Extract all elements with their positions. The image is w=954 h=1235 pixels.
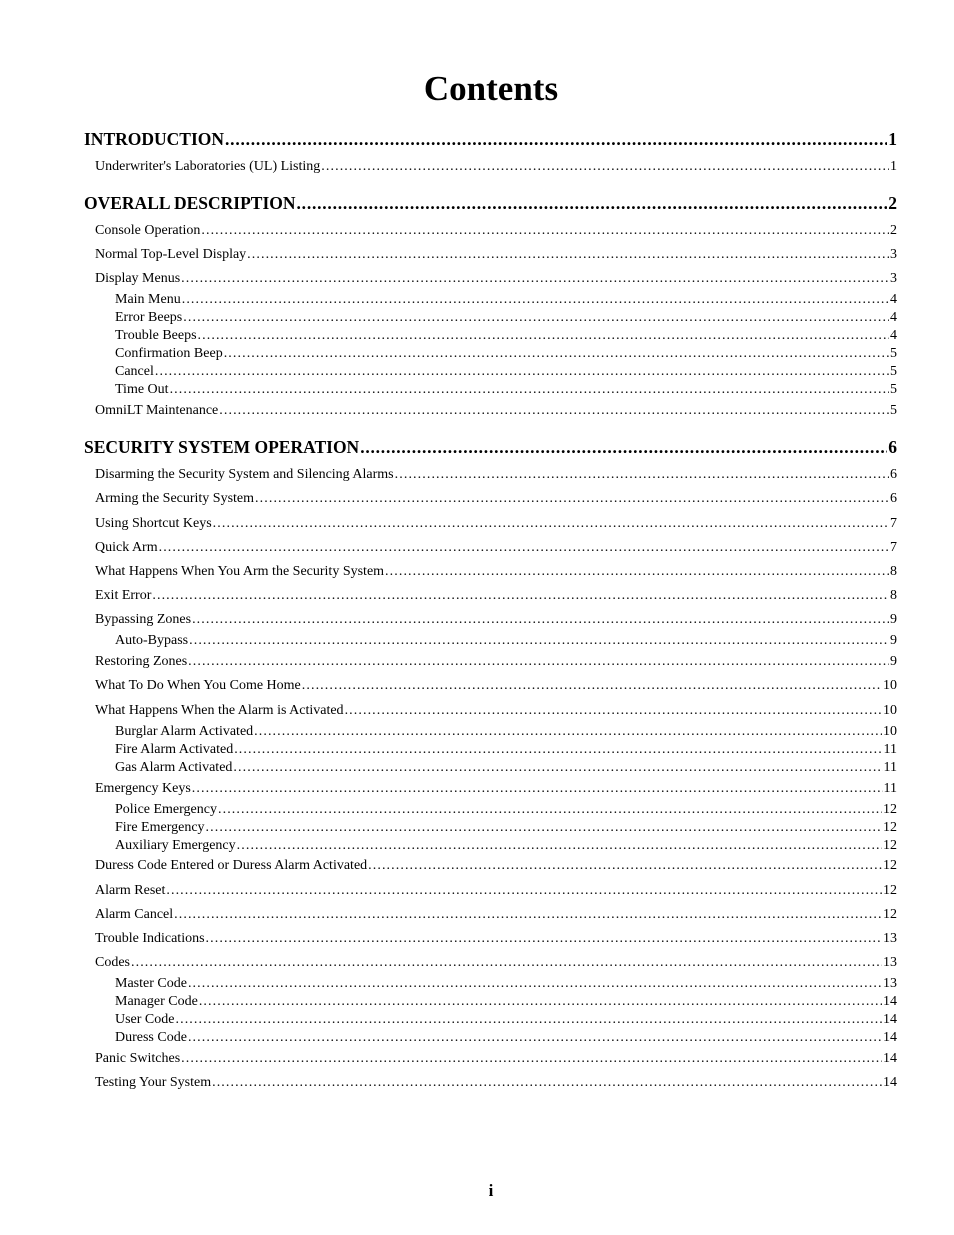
toc-entry-label: Codes [95,955,130,970]
toc-entry-page-number: 12 [883,907,897,922]
toc-entry-label: Testing Your System [95,1075,212,1090]
toc-entry-label: Underwriter's Laboratories (UL) Listing [95,159,321,174]
toc-entry-label: Arming the Security System [95,491,255,506]
toc-section-entry[interactable] [95,563,897,581]
toc-section-entry[interactable] [95,402,897,420]
toc-entry-label: INTRODUCTION [84,129,225,149]
toc-subsection-entry[interactable] [115,1029,897,1046]
page-number: i [488,1181,494,1200]
dot-leader [368,857,882,875]
dot-leader [297,192,888,214]
toc-entry-page-number: 11 [883,742,897,757]
dot-leader [199,993,882,1010]
toc-entry-label: Police Emergency [115,802,217,817]
dot-leader [174,906,882,924]
dot-leader [385,563,889,581]
toc-entry-label: Burglar Alarm Activated [115,724,254,739]
dot-leader [166,882,882,900]
toc-entry-page-number: 9 [890,654,897,669]
dot-leader [219,402,889,420]
dot-leader [192,780,883,798]
toc-section-entry[interactable] [95,857,897,875]
toc-subsection-entry[interactable] [115,759,897,776]
dot-leader [189,632,889,649]
dot-leader [152,587,889,605]
toc-entry-label: Quick Arm [95,540,158,555]
toc-entry-label: OVERALL DESCRIPTION [84,193,296,213]
dot-leader [155,363,889,380]
toc-section-entry[interactable] [95,158,897,176]
toc-entry-label: Display Menus [95,271,181,286]
toc-entry-page-number: 10 [883,678,897,693]
toc-entry-label: Bypassing Zones [95,612,192,627]
dot-leader [224,345,889,362]
dot-leader [237,837,882,854]
toc-section-entry[interactable] [95,702,897,720]
toc-entry-page-number: 6 [890,491,897,506]
toc-entry-page-number: 4 [890,292,897,307]
toc-entry-page-number: 1 [888,129,897,149]
toc-section-entry[interactable] [95,954,897,972]
toc-section-entry[interactable] [95,270,897,288]
toc-entry-page-number: 13 [883,931,897,946]
toc-entry-page-number: 6 [890,467,897,482]
toc-entry-label: SECURITY SYSTEM OPERATION [84,437,360,457]
toc-entry-page-number: 12 [883,883,897,898]
toc-entry-page-number: 5 [890,403,897,418]
toc-entry-label: Emergency Keys [95,781,191,796]
toc-section-entry[interactable] [95,222,897,240]
toc-entry-label: OmniLT Maintenance [95,403,219,418]
toc-entry-label: Gas Alarm Activated [115,760,233,775]
toc-section-entry[interactable] [95,466,897,484]
toc-section-entry[interactable] [95,587,897,605]
toc-subsection-entry[interactable] [115,741,897,758]
toc-entry-label: User Code [115,1012,175,1027]
toc-entry-page-number: 14 [883,1075,897,1090]
dot-leader [188,975,882,992]
toc-entry-label: Cancel [115,364,154,379]
toc-chapter-entry[interactable] [84,436,897,458]
toc-entry-page-number: 2 [890,223,897,238]
toc-entry-label: Auto-Bypass [115,633,189,648]
toc-entry-label: What Happens When the Alarm is Activated [95,703,344,718]
dot-leader [206,930,882,948]
toc-entry-label: Auxiliary Emergency [115,838,236,853]
toc-section-entry[interactable] [95,515,897,533]
dot-leader [212,1074,882,1092]
toc-entry-page-number: 5 [890,346,897,361]
toc-entry-page-number: 2 [888,193,897,213]
toc-entry-label: Alarm Cancel [95,907,174,922]
dot-leader [225,128,887,150]
toc-section-entry[interactable] [95,1074,897,1092]
dot-leader [218,801,882,818]
dot-leader [198,327,889,344]
dot-leader [183,309,889,326]
toc-section-entry[interactable] [95,246,897,264]
dot-leader [188,653,889,671]
dot-leader [192,611,889,629]
toc-section-entry[interactable] [95,677,897,695]
dot-leader [360,436,887,458]
dot-leader [254,723,882,740]
toc-entry-page-number: 5 [890,382,897,397]
toc-entry-page-number: 14 [883,1012,897,1027]
toc-subsection-entry[interactable] [115,1011,897,1028]
toc-entry-label: Exit Error [95,588,152,603]
toc-entry-label: Console Operation [95,223,201,238]
toc-chapter-entry[interactable] [84,128,897,150]
toc-entry-page-number: 3 [890,271,897,286]
toc-entry-page-number: 12 [883,820,897,835]
toc-subsection-entry[interactable] [115,632,897,649]
toc-subsection-entry[interactable] [115,993,897,1010]
dot-leader [176,1011,883,1028]
dot-leader [181,270,889,288]
toc-section-entry[interactable] [95,539,897,557]
dot-leader [345,702,882,720]
dot-leader [131,954,882,972]
toc-entry-label: Restoring Zones [95,654,188,669]
toc-subsection-entry[interactable] [115,309,897,326]
toc-subsection-entry[interactable] [115,291,897,308]
toc-entry-page-number: 8 [890,564,897,579]
toc-entry-page-number: 8 [890,588,897,603]
toc-entry-page-number: 10 [883,703,897,718]
toc-entry-page-number: 9 [890,612,897,627]
toc-subsection-entry[interactable] [115,327,897,344]
toc-subsection-entry[interactable] [115,381,897,398]
toc-entry-page-number: 7 [890,516,897,531]
toc-section-entry[interactable] [95,653,897,671]
dot-leader [188,1029,882,1046]
toc-entry-page-number: 6 [888,437,897,457]
toc-entry-page-number: 14 [883,994,897,1009]
toc-entry-label: Error Beeps [115,310,183,325]
toc-subsection-entry[interactable] [115,837,897,854]
toc-entry-page-number: 7 [890,540,897,555]
toc-entry-label: Trouble Indications [95,931,205,946]
toc-section-entry[interactable] [95,611,897,629]
toc-entry-page-number: 13 [883,955,897,970]
toc-subsection-entry[interactable] [115,363,897,380]
toc-section-entry[interactable] [95,930,897,948]
page-title: Contents [423,69,559,108]
toc-entry-label: Using Shortcut Keys [95,516,212,531]
toc-entry-page-number: 12 [883,802,897,817]
dot-leader [213,515,889,533]
toc-entry-label: Alarm Reset [95,883,166,898]
dot-leader [233,759,882,776]
toc-entry-label: Duress Code [115,1030,187,1045]
toc-section-entry[interactable] [95,882,897,900]
dot-leader [170,381,889,398]
toc-entry-page-number: 14 [883,1051,897,1066]
toc-entry-page-number: 12 [883,858,897,873]
toc-entry-page-number: 4 [890,310,897,325]
toc-entry-page-number: 11 [883,781,897,796]
dot-leader [321,158,889,176]
toc-section-entry[interactable] [95,490,897,508]
toc-section-entry[interactable] [95,780,897,798]
toc-entry-label: Master Code [115,976,187,991]
toc-subsection-entry[interactable] [115,345,897,362]
toc-section-entry[interactable] [95,1050,897,1068]
toc-entry-page-number: 12 [883,838,897,853]
toc-subsection-entry[interactable] [115,723,897,740]
toc-entry-label: What Happens When You Arm the Security System [95,564,385,579]
toc-entry-label: Fire Alarm Activated [115,742,234,757]
dot-leader [181,1050,882,1068]
toc-entry-page-number: 14 [883,1030,897,1045]
toc-entry-label: Manager Code [115,994,198,1009]
toc-entry-label: Disarming the Security System and Silencing Alarms [95,467,394,482]
toc-entry-label: Main Menu [115,292,181,307]
toc-entry-label: Duress Code Entered or Duress Alarm Activated [95,858,368,873]
toc-entry-label: Confirmation Beep [115,346,223,361]
toc-subsection-entry[interactable] [115,975,897,992]
toc-entry-page-number: 5 [890,364,897,379]
toc-entry-label: Fire Emergency [115,820,205,835]
toc-entry-page-number: 11 [883,760,897,775]
toc-entry-page-number: 9 [890,633,897,648]
toc-entry-page-number: 13 [883,976,897,991]
dot-leader [255,490,889,508]
toc-entry-page-number: 1 [890,159,897,174]
toc-entry-label: Panic Switches [95,1051,181,1066]
toc-entry-label: Trouble Beeps [115,328,197,343]
toc-entry-page-number: 10 [883,724,897,739]
toc-section-entry[interactable] [95,906,897,924]
toc-subsection-entry[interactable] [115,801,897,818]
dot-leader [206,819,882,836]
toc-entry-page-number: 3 [890,247,897,262]
dot-leader [234,741,882,758]
dot-leader [159,539,889,557]
toc-entry-label: Time Out [115,382,169,397]
toc-entry-label: Normal Top-Level Display [95,247,247,262]
dot-leader [182,291,889,308]
toc-subsection-entry[interactable] [115,819,897,836]
dot-leader [247,246,889,264]
dot-leader [302,677,882,695]
dot-leader [395,466,889,484]
toc-entry-label: What To Do When You Come Home [95,678,301,693]
toc-chapter-entry[interactable] [84,192,897,214]
toc-entry-page-number: 4 [890,328,897,343]
dot-leader [201,222,889,240]
